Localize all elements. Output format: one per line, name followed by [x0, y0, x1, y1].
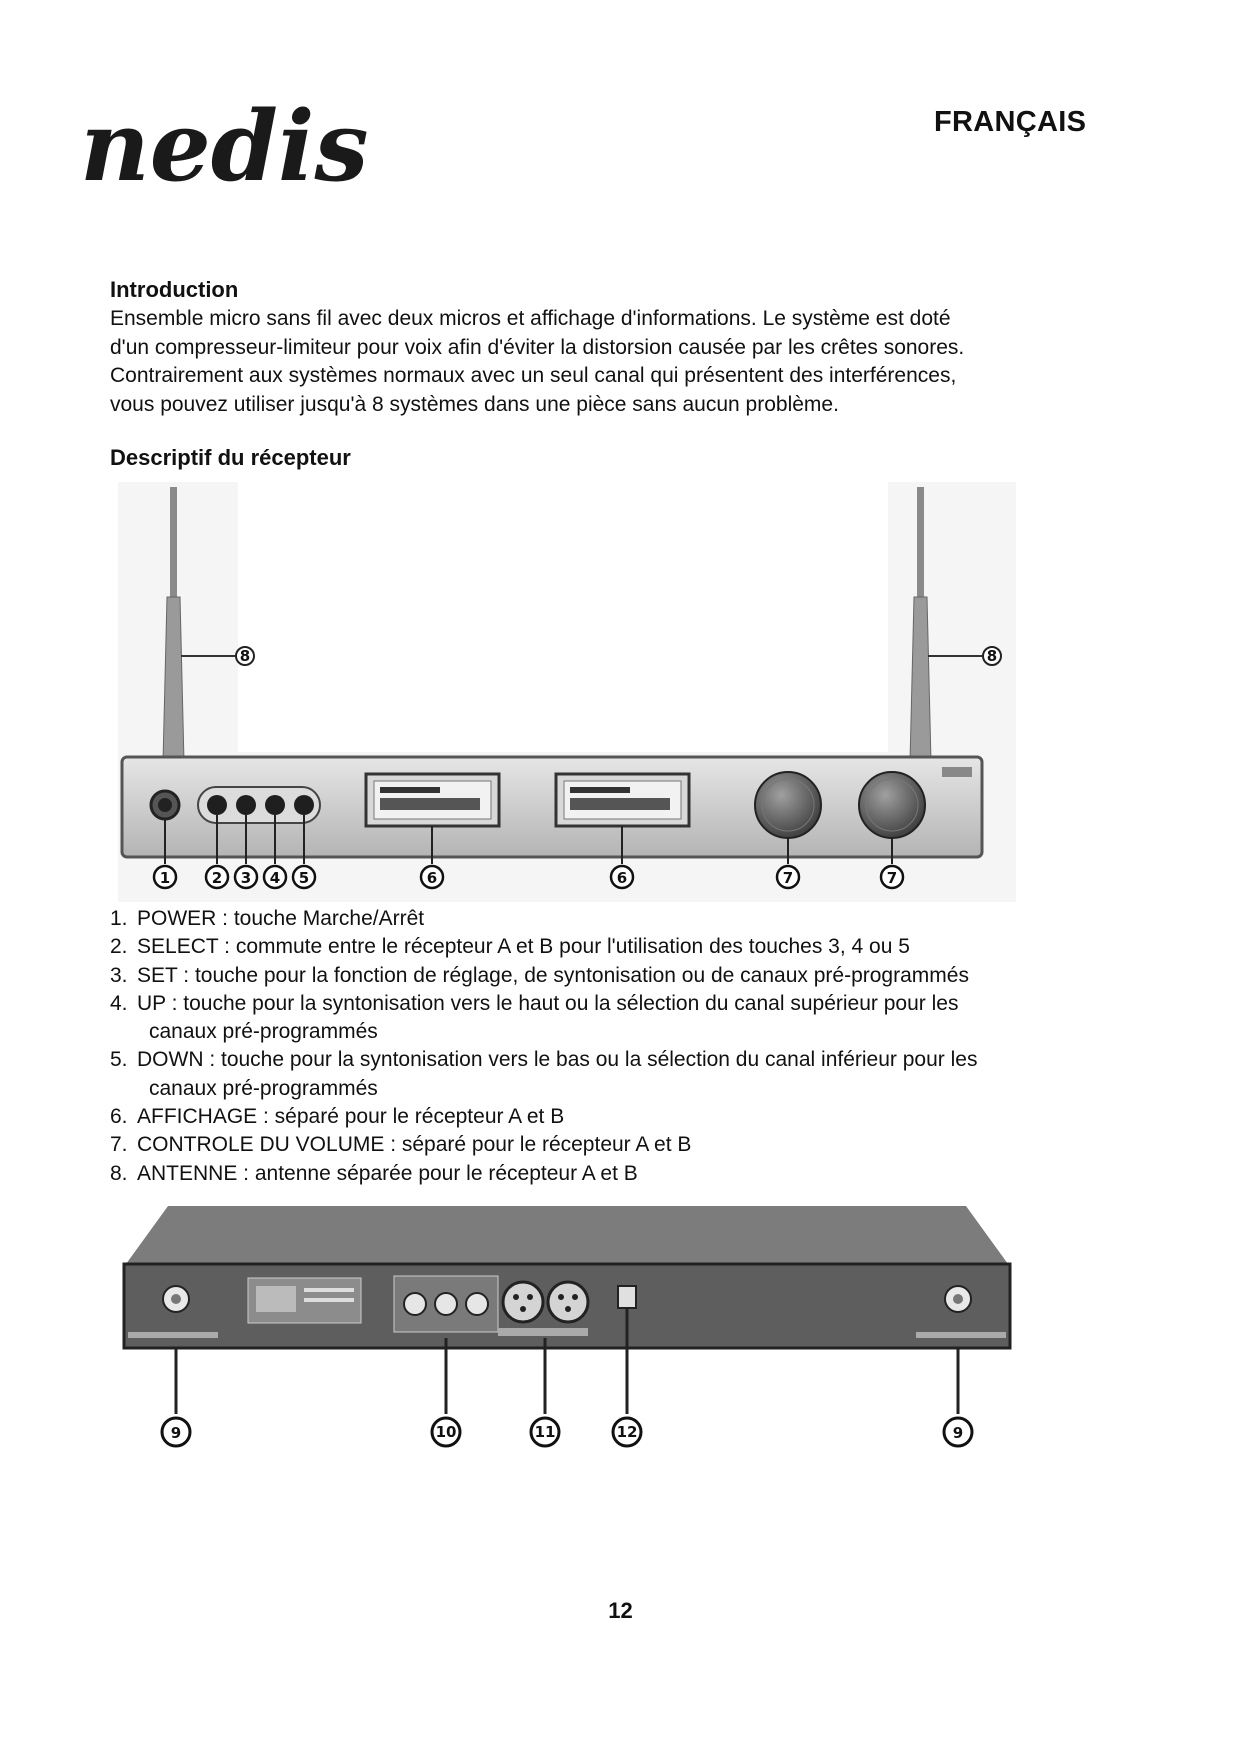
svg-text:8: 8: [986, 647, 998, 665]
callout-7-right: [881, 866, 903, 888]
callout-5: [293, 866, 315, 888]
volume-knob-a: [755, 772, 821, 838]
antenna-connector-b: [945, 1286, 971, 1312]
callout-8-left: [236, 647, 254, 665]
list-item: 1. POWER : touche Marche/Arrêt: [110, 907, 425, 930]
callout-3: [235, 866, 257, 888]
list-item: 5. DOWN : touche pour la syntonisation vers le bas ou la sélection du canal inférieur pour les canaux pré-programmés: [110, 1048, 978, 1100]
language-label: FRANÇAIS: [934, 106, 1087, 138]
display-a: [366, 774, 499, 826]
svg-text:4: 4: [269, 869, 281, 887]
callout-9-left: [162, 1418, 190, 1446]
svg-text:6: 6: [616, 869, 628, 887]
svg-text:7: 7: [782, 869, 794, 887]
intro-line: vous pouvez utiliser jusqu'à 8 systèmes dans une pièce sans aucun problème.: [110, 392, 839, 416]
svg-text:7: 7: [886, 869, 898, 887]
callout-1: [154, 866, 176, 888]
callout-7-left: [777, 866, 799, 888]
callout-2: [206, 866, 228, 888]
intro-line: Contrairement aux systèmes normaux avec un seul canal qui présentent des interférences,: [110, 364, 957, 387]
page-number: 12: [608, 1598, 633, 1623]
list-item: 2. SELECT : commute entre le récepteur A et B pour l'utilisation des touches 3, 4 ou 5: [110, 935, 910, 959]
callout-11: [531, 1418, 559, 1446]
list-item: 6. AFFICHAGE : séparé pour le récepteur A et B: [110, 1105, 565, 1129]
introduction-text: [110, 305, 1030, 419]
callout-6-left: [421, 866, 443, 888]
receiver-heading: Descriptif du récepteur: [110, 445, 351, 470]
callout-8-right: [983, 647, 1001, 665]
svg-text:3: 3: [240, 869, 252, 887]
svg-text:11: 11: [534, 1423, 556, 1441]
svg-text:5: 5: [298, 869, 310, 887]
svg-text:1: 1: [159, 869, 171, 887]
svg-text:6: 6: [426, 869, 438, 887]
output-jacks: [394, 1276, 498, 1332]
antenna-connector-a: [163, 1286, 189, 1312]
receiver-parts-list: [110, 905, 1040, 1188]
receiver-rear-diagram: [118, 1204, 1016, 1466]
list-item: 7. CONTROLE DU VOLUME : séparé pour le récepteur A et B: [110, 1133, 692, 1157]
callout-9-right: [944, 1418, 972, 1446]
svg-text:9: 9: [170, 1424, 182, 1442]
callout-10: [432, 1418, 460, 1446]
svg-text:8: 8: [239, 647, 251, 665]
power-button: [151, 791, 179, 819]
svg-text:9: 9: [952, 1424, 964, 1442]
dc-input: [618, 1286, 636, 1308]
svg-text:12: 12: [616, 1423, 638, 1441]
nedis-logo: [78, 92, 458, 202]
list-item: 3. SET : touche pour la fonction de réglage, de syntonisation ou de canaux pré-programmés: [110, 963, 969, 987]
display-b: [556, 774, 689, 826]
receiver-front-diagram: [118, 482, 1016, 902]
callout-6-right: [611, 866, 633, 888]
callout-12: [613, 1418, 641, 1446]
intro-line: d'un compresseur-limiteur pour voix afin d'éviter la distorsion causée par les crêtes sonores.: [110, 335, 965, 359]
callout-4: [264, 866, 286, 888]
svg-text:10: 10: [435, 1423, 457, 1441]
list-item: 4. UP : touche pour la syntonisation vers le haut ou la sélection du canal supérieur pour les canaux pré-programmés: [110, 991, 959, 1044]
introduction-heading: Introduction: [110, 277, 239, 302]
svg-text:2: 2: [211, 869, 223, 887]
volume-knob-b: [859, 772, 925, 838]
intro-line: Ensemble micro sans fil avec deux micros et affichage d'informations. Le système est doté: [110, 307, 951, 330]
svg-text:nedis: nedis: [80, 92, 369, 202]
list-item: 8. ANTENNE : antenne séparée pour le récepteur A et B: [110, 1161, 638, 1185]
